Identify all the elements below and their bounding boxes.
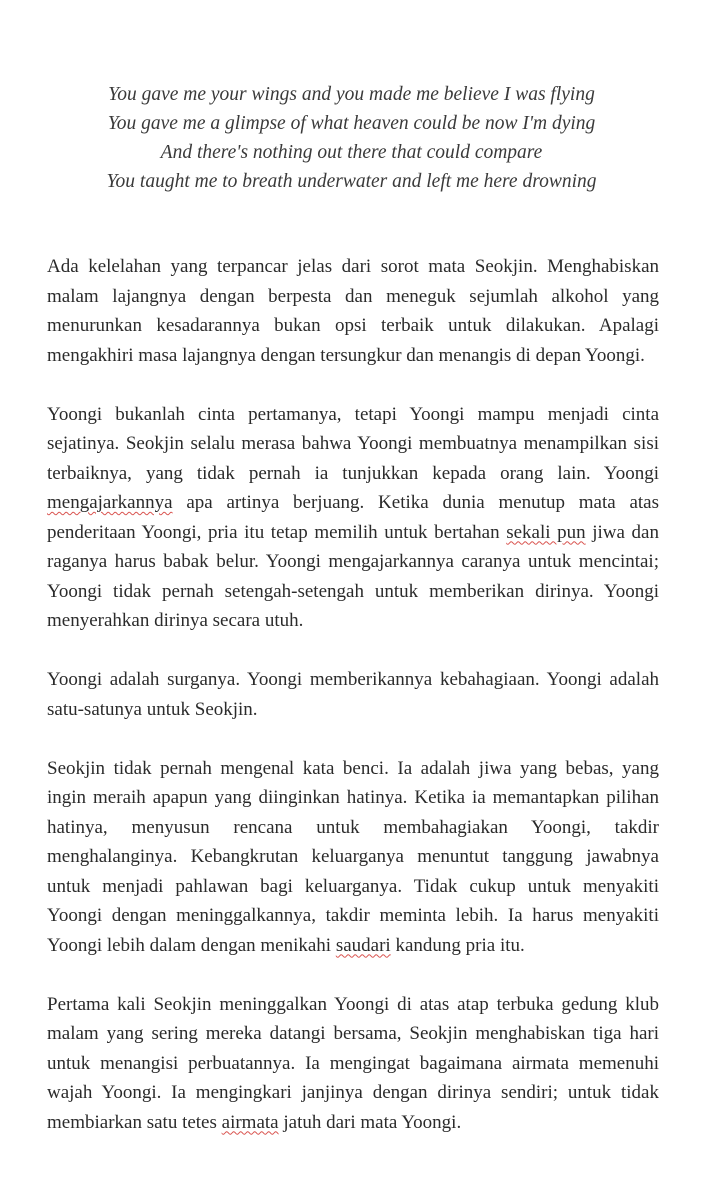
paragraph-4-text-a: Seokjin tidak pernah mengenal kata benci. Ia adalah jiwa yang bebas, yang ingin meraih apapun yang diinginkan hatinya. Ketika ia memantapkan pilihan hatinya, menyusun rencana untuk membahagiakan Yoongi, takdir menghalanginya. Kebangkrutan keluarganya menuntut tanggung jawabnya untuk menjadi pahlawan bagi keluarganya. Tidak cukup untuk menyakiti Yoongi dengan meninggalkannya, takdir meminta lebih. Ia harus menyakiti Yoongi lebih dalam dengan menikahi [47,757,659,956]
paragraph-5-text-b: jatuh dari mata Yoongi. [278,1111,462,1133]
paragraph-4-text-b: kandung pria itu. [390,934,525,956]
spellcheck-word[interactable]: saudari [335,934,391,956]
paragraph-2-text-c: jiwa dan raganya harus babak belur. Yoongi mengajarkannya caranya untuk mencintai; Yoongi tidak pernah setengah-setengah untuk memberikan dirinya. Yoongi menyerahkan dirinya secara utuh. [47,521,659,631]
spellcheck-word[interactable]: sekali pun [506,521,586,543]
story-body [47,252,659,1167]
paragraph-5 [47,990,659,1138]
paragraph-5-text-a: Pertama kali Seokjin meninggalkan Yoongi di atas atap terbuka gedung klub malam yang sering mereka datangi bersama, Seokjin menghabiskan tiga hari untuk menangisi perbuatannya. Ia mengingat bagaimana airmata memenuhi wajah Yoongi. Ia mengingkari janjinya dengan dirinya sendiri; untuk tidak membiarkan satu tetes [47,993,659,1133]
paragraph-3: Yoongi adalah surganya. Yoongi memberikannya kebahagiaan. Yoongi adalah satu-satunya untuk Seokjin. [47,669,659,720]
lyric-line: And there's nothing out there that could compare [160,142,543,163]
lyric-line: You gave me your wings and you made me believe I was flying [108,84,595,105]
lyric-line: You taught me to breath underwater and left me here drowning [106,171,597,192]
paragraph-2-text-b: apa artinya berjuang. Ketika dunia menutup mata atas penderitaan Yoongi, pria itu tetap memilih untuk bertahan [47,492,659,543]
spellcheck-word[interactable]: mengajarkannya [47,492,173,513]
lyrics-epigraph [0,80,703,196]
paragraph-2-text-a: Yoongi bukanlah cinta pertamanya, tetapi Yoongi mampu menjadi cinta sejatinya. Seokjin selalu merasa bahwa Yoongi membuatnya menampilkan sisi terbaiknya, yang tidak pernah ia tunjukkan kepada orang lain. Yoongi [47,403,659,484]
lyric-line: You gave me a glimpse of what heaven could be now I'm dying [107,113,596,134]
paragraph-4 [47,754,659,961]
paragraph-2 [47,400,659,636]
spellcheck-word[interactable]: airmata [221,1111,279,1133]
paragraph-1: Ada kelelahan yang terpancar jelas dari sorot mata Seokjin. Menghabiskan malam lajangnya dengan berpesta dan meneguk sejumlah alkohol yang menurunkan kesadarannya bukan opsi terbaik untuk dilakukan. Apalagi mengakhiri masa lajangnya dengan tersungkur dan menangis di depan Yoongi. [47,256,659,366]
